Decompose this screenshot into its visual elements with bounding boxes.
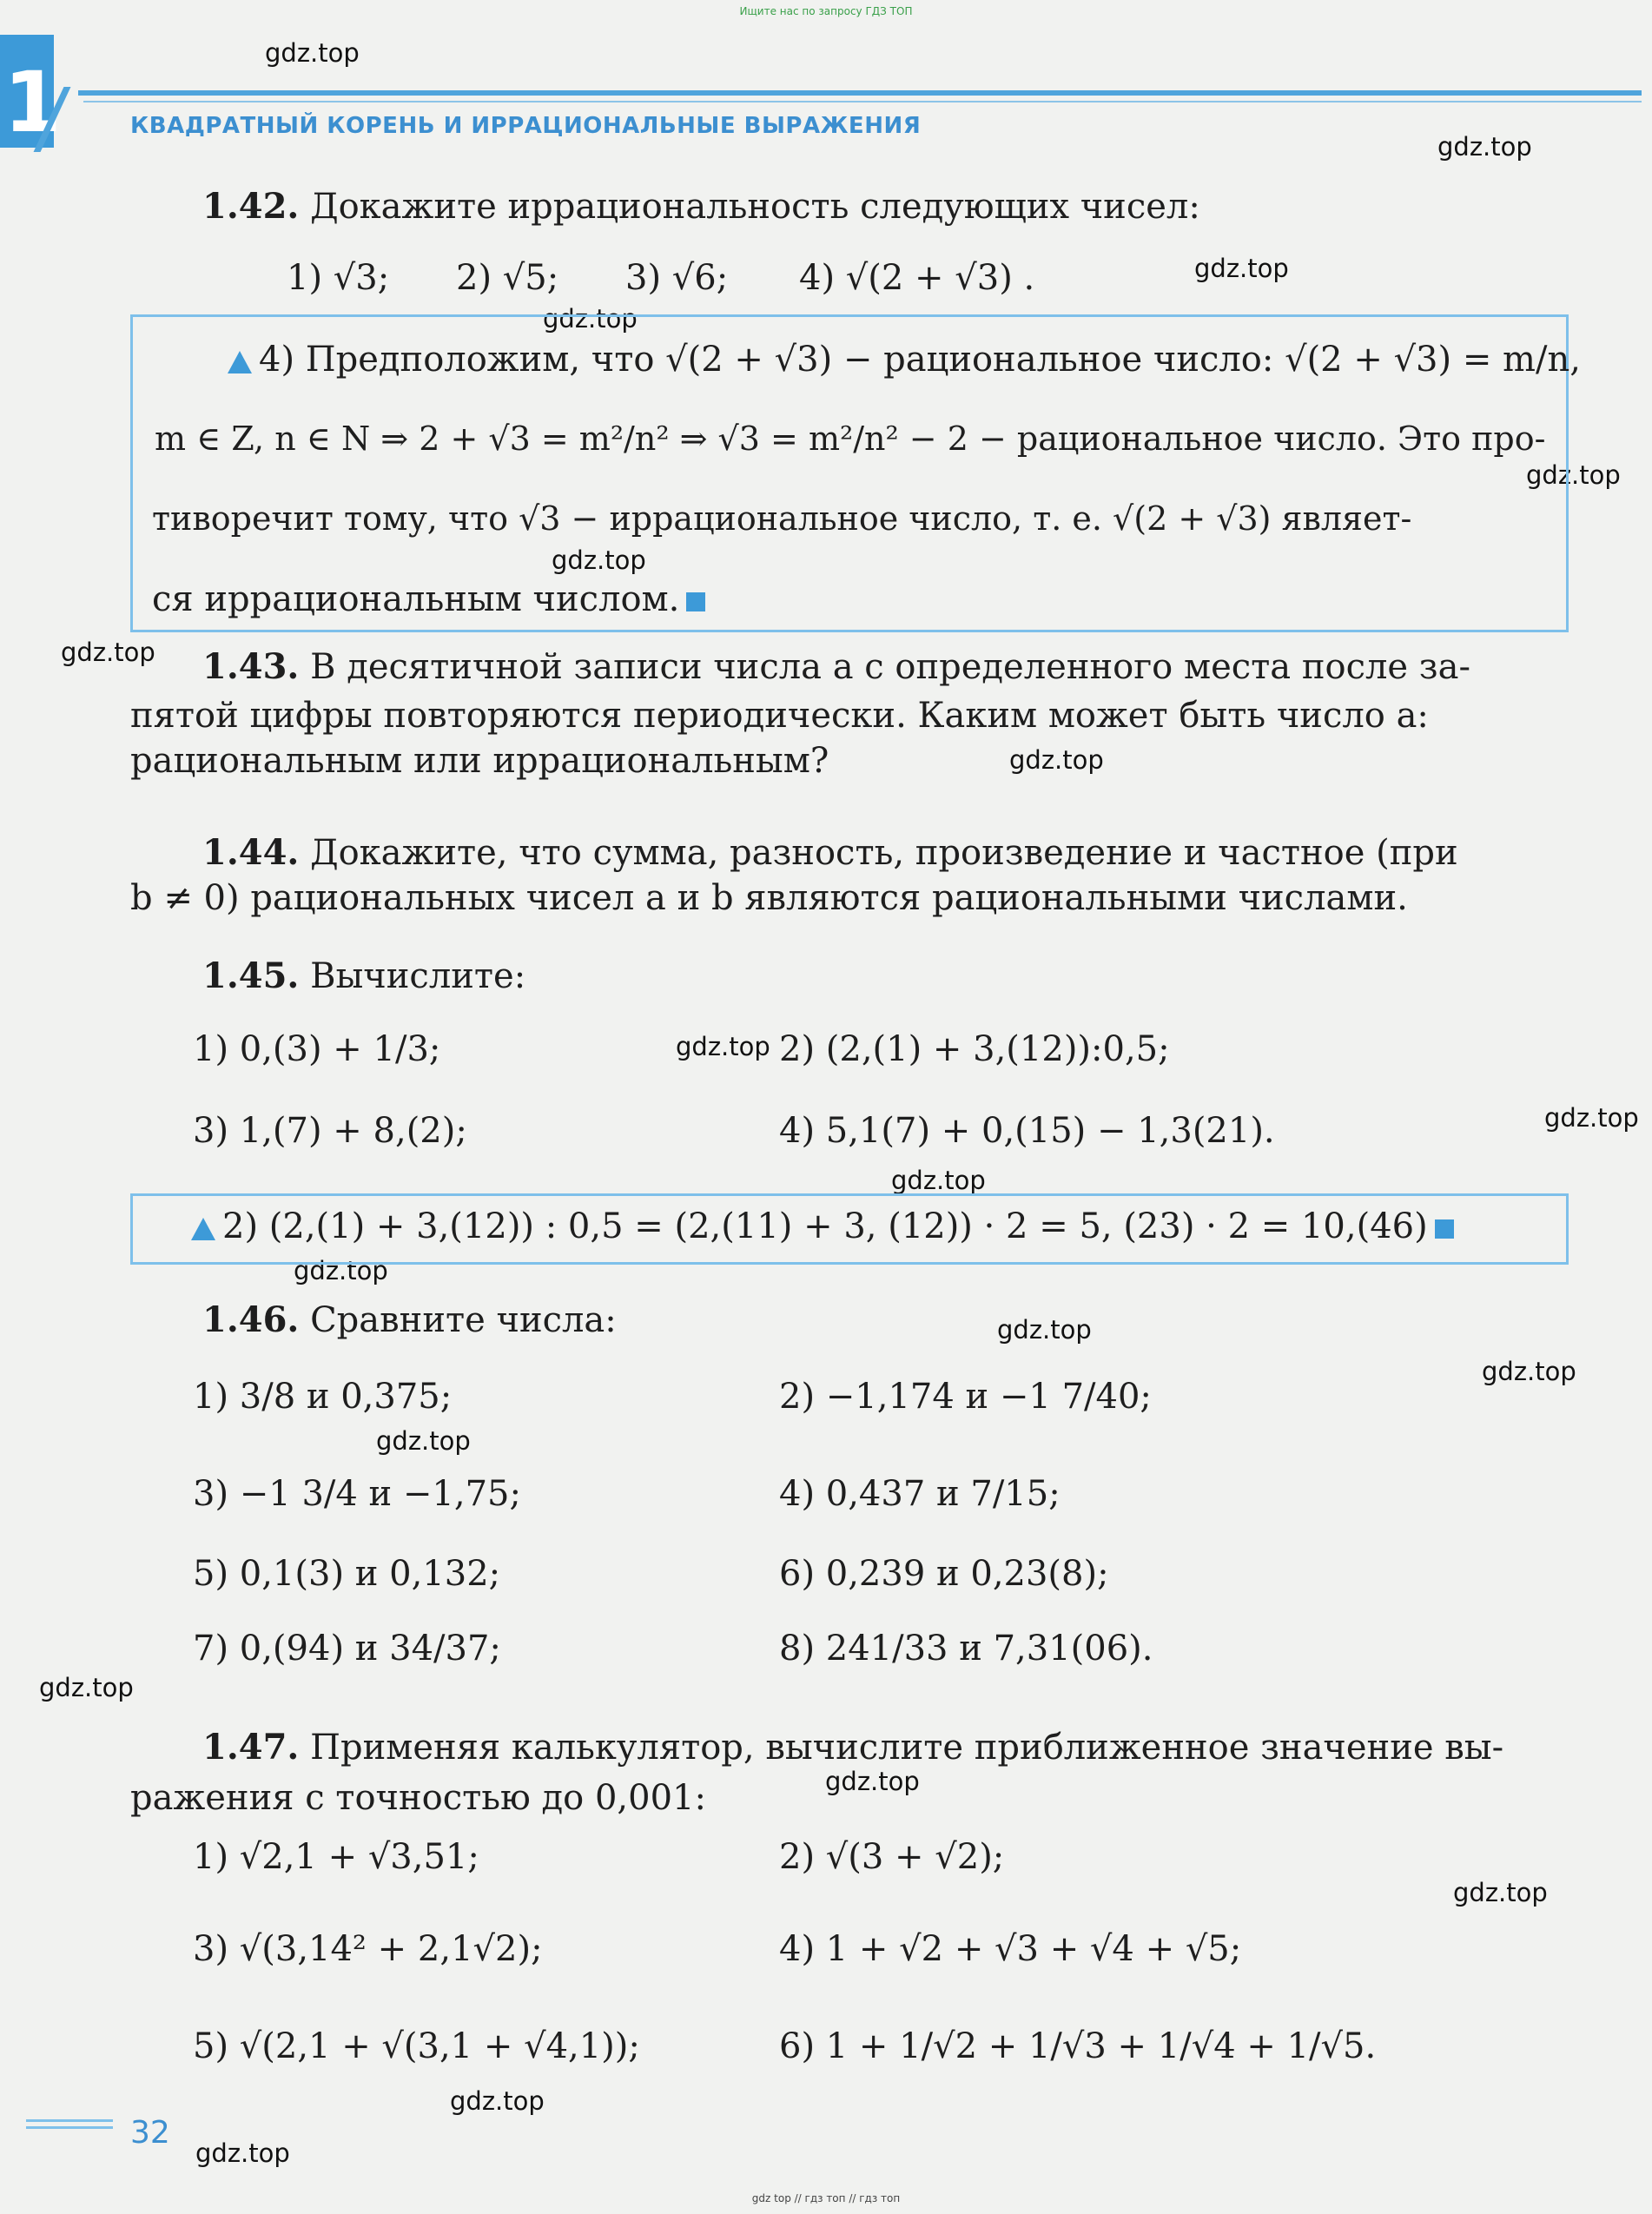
problem-1-47-line: ражения с точностью до 0,001: [130,1778,706,1818]
problem-1-47-item: 6) 1 + 1/√2 + 1/√3 + 1/√4 + 1/√5. [779,2026,1377,2066]
solution-text: ся иррациональным числом. [152,579,680,619]
solution-text: 2) (2,(1) + 3,(12)) : 0,5 = (2,(11) + 3, (12)) · 2 = 5, (23) · 2 = 10,(46) [222,1206,1428,1246]
problem-number: 1.47. [202,1727,300,1768]
watermark: gdz.top [195,2138,290,2168]
watermark: gdz.top [1009,745,1104,775]
problem-number: 1.45. [202,955,300,996]
watermark: gdz.top [1194,254,1289,283]
problem-1-45-item: 4) 5,1(7) + 0,(15) − 1,3(21). [779,1111,1275,1151]
solution-line [191,1206,1454,1246]
solution-line [152,579,705,619]
top-banner: Ищите нас по запросу ГДЗ ТОП [739,5,913,17]
watermark: gdz.top [825,1767,920,1796]
problem-1-43-line [202,646,1470,687]
watermark: gdz.top [1453,1878,1548,1907]
problem-1-47-item: 5) √(2,1 + √(3,1 + √4,1)); [193,2026,640,2066]
problem-number: 1.44. [202,832,300,873]
problem-1-46-item: 6) 0,239 и 0,23(8); [779,1554,1109,1594]
problem-1-45-item: 3) 1,(7) + 8,(2); [193,1111,467,1151]
watermark: gdz.top [265,38,360,68]
problem-1-47-item: 3) √(3,14² + 2,1√2); [193,1929,543,1969]
chapter-number: 1 [3,54,62,151]
problem-1-45-item: 1) 0,(3) + 1/3; [193,1029,441,1069]
watermark: gdz.top [61,638,155,667]
problem-1-46-item: 4) 0,437 и 7/15; [779,1474,1061,1514]
problem-1-45-item: 2) (2,(1) + 3,(12)):0,5; [779,1029,1170,1069]
header-rule-thin [83,101,1642,102]
problem-number: 1.43. [202,646,300,687]
watermark: gdz.top [1482,1357,1576,1386]
solution-line [228,340,1581,380]
solution-end-icon [686,592,705,611]
problem-1-43-line: пятой цифры повторяются периодически. Каким может быть число a: [130,696,1429,736]
problem-1-42-item: 1) √3; [287,258,390,298]
problem-1-46-item: 5) 0,1(3) и 0,132; [193,1554,501,1594]
problem-1-46-item: 2) −1,174 и −1 7/40; [779,1377,1152,1417]
watermark: gdz.top [552,545,646,575]
solution-text: 4) Предположим, что √(2 + √3) − рациональное число: √(2 + √3) = m/n, [259,340,1581,380]
problem-1-46-item: 8) 241/33 и 7,31(06). [779,1629,1153,1669]
watermark: gdz.top [294,1256,388,1285]
watermark: gdz.top [1526,460,1621,490]
problem-1-42-heading [202,186,1200,227]
watermark: gdz.top [997,1315,1092,1345]
page-number: 32 [130,2115,170,2151]
problem-1-42-item: 4) √(2 + √3) . [799,258,1035,298]
problem-1-45-heading [202,955,526,996]
problem-1-47-line [202,1727,1504,1768]
problem-text: Докажите иррациональность следующих чисел: [310,187,1200,227]
watermark: gdz.top [891,1166,986,1195]
problem-text: Докажите, что сумма, разность, произведение и частное (при [310,833,1458,873]
problem-1-42-item: 3) √6; [625,258,729,298]
watermark: gdz.top [1437,132,1532,162]
problem-text: В десятичной записи числа a с определенного места после за- [310,647,1470,687]
problem-1-46-item: 1) 3/8 и 0,375; [193,1377,453,1417]
solution-start-icon [191,1218,215,1240]
watermark: gdz.top [39,1673,134,1702]
problem-1-46-item: 7) 0,(94) и 34/37; [193,1629,501,1669]
problem-1-47-item: 1) √2,1 + √3,51; [193,1837,479,1877]
watermark: gdz.top [676,1032,770,1061]
problem-1-43-line: рациональным или иррациональным? [130,741,829,781]
problem-1-44-line [202,832,1458,873]
header-rule [78,90,1642,96]
solution-line: m ∈ Z, n ∈ N ⇒ 2 + √3 = m²/n² ⇒ √3 = m²/n² − 2 − рациональное число. Это про- [155,420,1546,458]
problem-text: Вычислите: [310,956,526,996]
problem-number: 1.42. [202,186,300,227]
problem-1-44-line: b ≠ 0) рациональных чисел a и b являются рациональными числами. [130,878,1408,918]
watermark: gdz.top [450,2086,545,2116]
problem-1-47-item: 2) √(3 + √2); [779,1837,1005,1877]
watermark: gdz.top [1544,1103,1639,1133]
solution-end-icon [1435,1219,1454,1239]
chapter-title: КВАДРАТНЫЙ КОРЕНЬ И ИРРАЦИОНАЛЬНЫЕ ВЫРАЖЕНИЯ [130,113,922,139]
problem-text: Применяя калькулятор, вычислите приближенное значение вы- [310,1728,1504,1768]
page-decoration [26,2119,113,2133]
problem-1-47-item: 4) 1 + √2 + √3 + √4 + √5; [779,1929,1242,1969]
problem-1-46-item: 3) −1 3/4 и −1,75; [193,1474,521,1514]
watermark: gdz.top [543,304,638,334]
problem-1-46-heading [202,1299,617,1340]
problem-number: 1.46. [202,1299,300,1340]
bottom-banner: gdz top // гдз топ // гдз топ [751,2192,901,2204]
solution-start-icon [228,351,252,373]
problem-1-42-item: 2) √5; [456,258,559,298]
solution-line: тиворечит тому, что √3 − иррациональное число, т. е. √(2 + √3) являет- [152,499,1412,538]
watermark: gdz.top [376,1426,471,1456]
problem-text: Сравните числа: [310,1300,617,1340]
